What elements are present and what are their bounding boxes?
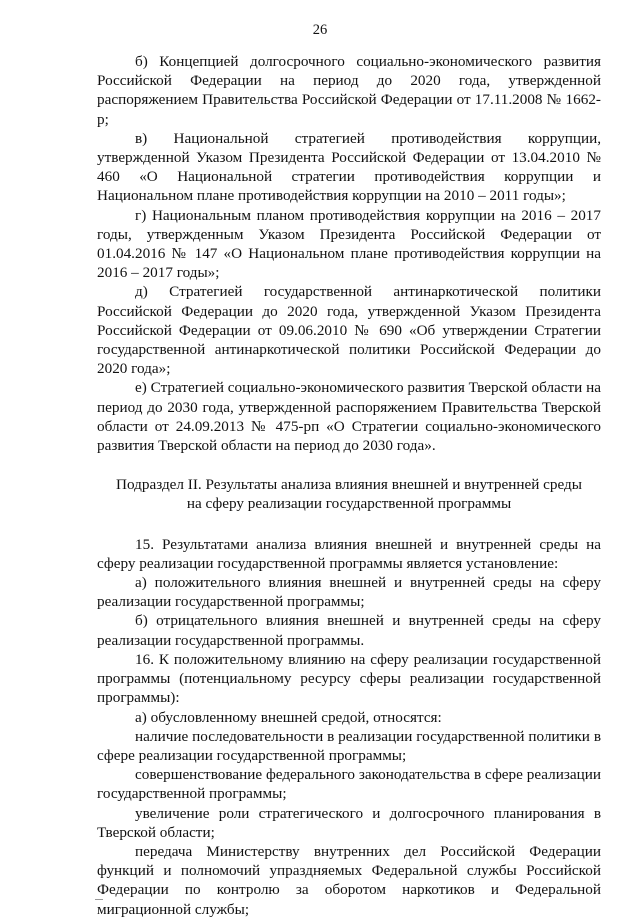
subsection-heading: Подраздел II. Результаты анализа влияния внешней и внутренней среды на сферу реализации государственной программы bbox=[116, 476, 582, 513]
paragraph-15-a: а) положительного влияния внешней и внутренней среды на сферу реализации государственной программы; bbox=[97, 574, 601, 611]
list-item-e-tver-strategy: е) Стратегией социально-экономического развития Тверской области на период до 2030 года, утвержденной распоряжением Правительства Тверской области от 24.09.2013 № 475-рп «О Стратегии социально-экономического развития Тверской области на период до 2030 года». bbox=[97, 379, 601, 455]
list-item-d-antidrug-strategy: д) Стратегией государственной антинаркотической политики Российской Федерации до 2020 года, утвержденной Указом Президента Российской Федерации от 09.06.2010 № 690 «Об утверждении Стратегии государственной антинаркотической политики Российской Федерации до 2020 года»; bbox=[97, 283, 601, 378]
document-content bbox=[97, 52, 601, 919]
factor-policy-consistency: наличие последовательности в реализации государственной политики в сфере реализации государственной программы; bbox=[97, 727, 601, 764]
factor-strategic-planning: увеличение роли стратегического и долгосрочного планирования в Тверской области; bbox=[97, 804, 601, 841]
factor-legislation-improvement: совершенствование федерального законодательства в сфере реализации государственной программы; bbox=[97, 766, 601, 803]
list-item-g-anticorruption-plan: г) Национальным планом противодействия коррупции на 2016 – 2017 годы, утвержденным Указом Президента Российской Федерации от 01.04.2016 № 147 «О Национальном плане противодействия коррупции на 2016 – 2017 годы»; bbox=[97, 206, 601, 282]
paragraph-15-b: б) отрицательного влияния внешней и внутренней среды на сферу реализации государственной программы. bbox=[97, 612, 601, 649]
footer-mark bbox=[95, 899, 103, 900]
factor-mvd-transfer: передача Министерству внутренних дел Российской Федерации функций и полномочий упраздняемых Федеральной службы Российской Федерации по контролю за оборотом наркотиков и Федеральной миграционной службы; bbox=[97, 842, 601, 918]
paragraph-15: 15. Результатами анализа влияния внешней и внутренней среды на сферу реализации государственной программы является установление: bbox=[97, 535, 601, 572]
page-number: 26 bbox=[312, 22, 328, 38]
list-item-v-anticorruption-strategy: в) Национальной стратегией противодействия коррупции, утвержденной Указом Президента Российской Федерации от 13.04.2010 № 460 «О Национальной стратегии противодействия коррупции и Национальном плане противодействия коррупции на 2010 – 2011 годы»; bbox=[97, 129, 601, 205]
paragraph-16-a: а) обусловленному внешней средой, относятся: bbox=[135, 708, 442, 726]
list-item-b-concept: б) Концепцией долгосрочного социально-экономического развития Российской Федерации на период до 2020 года, утвержденной распоряжением Правительства Российской Федерации от 17.11.2008 № 1662-р; bbox=[97, 53, 601, 128]
paragraph-16: 16. К положительному влиянию на сферу реализации государственной программы (потенциальному ресурсу сферы реализации государственной программы): bbox=[97, 650, 601, 707]
